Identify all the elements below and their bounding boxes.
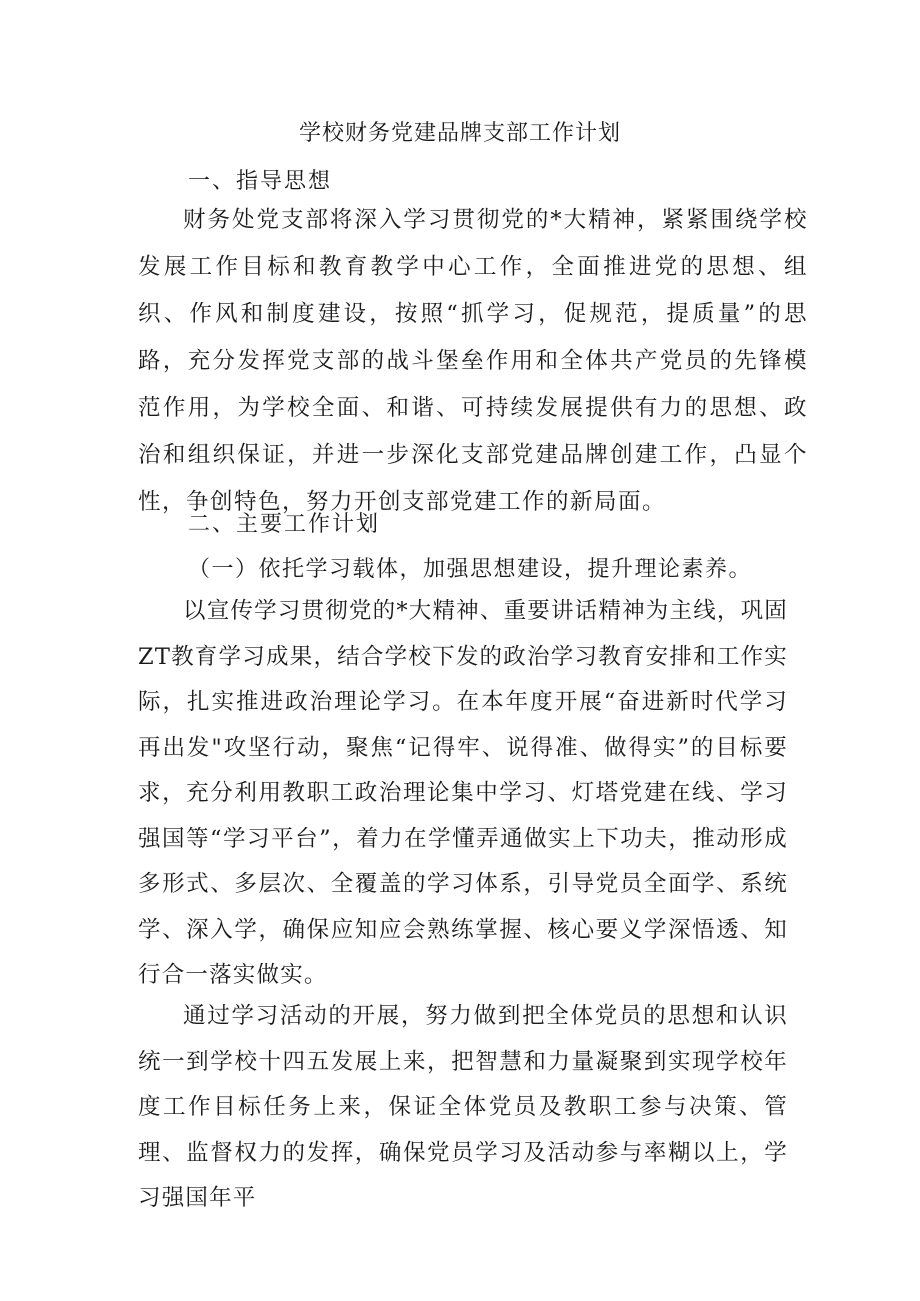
- subsection1-heading: （一）依托学习载体，加强思想建设，提升理论素养。: [188, 557, 753, 582]
- section2-heading: 二、主要工作计划: [188, 512, 381, 537]
- subsection1-paragraph: 以宣传学习贯彻党的*大精神、重要讲话精神为主线，巩固ZT教育学习成果，结合学校下发的政治学习教育安排和工作实际，扎实推进政治理论学习。在本年度开展“奋进新时代学习再出发"攻坚行动，聚焦“记得牢、说得准、做得实”的目标要求，充分利用教职工政治理论集中学习、灯塔党建在线、学习强国等“学习平台”，着力在学懂弄通做实上下功夫，推动形成多形式、多层次、全覆盖的学习体系，引导党员全面学、系统学、深入学，确保应知应会熟练掌握、核心要义学深悟透、知行合一落实做实。: [138, 598, 788, 988]
- section1-paragraph: 财务处党支部将深入学习贯彻党的*大精神，紧紧围绕学校发展工作目标和教育教学中心工作，全面推进党的思想、组织、作风和制度建设，按照“抓学习，促规范，提质量”的思路，充分发挥党支部的战斗堡垒作用和全体共产党员的先锋模范作用，为学校全面、和谐、可持续发展提供有力的思想、政治和组织保证，并进一步深化支部党建品牌创建工作，凸显个性，争创特色，努力开创支部党建工作的新局面。: [138, 207, 808, 515]
- document-title: 学校财务党建品牌支部工作计划: [298, 121, 621, 146]
- section1-heading: 一、指导思想: [188, 169, 333, 194]
- subsection1-paragraph-2: 通过学习活动的开展，努力做到把全体党员的思想和认识统一到学校十四五发展上来，把智慧和力量凝聚到实现学校年度工作目标任务上来，保证全体党员及教职工参与决策、管理、监督权力的发挥，确保党员学习及活动参与率糊以上，学习强国年平: [138, 1003, 788, 1211]
